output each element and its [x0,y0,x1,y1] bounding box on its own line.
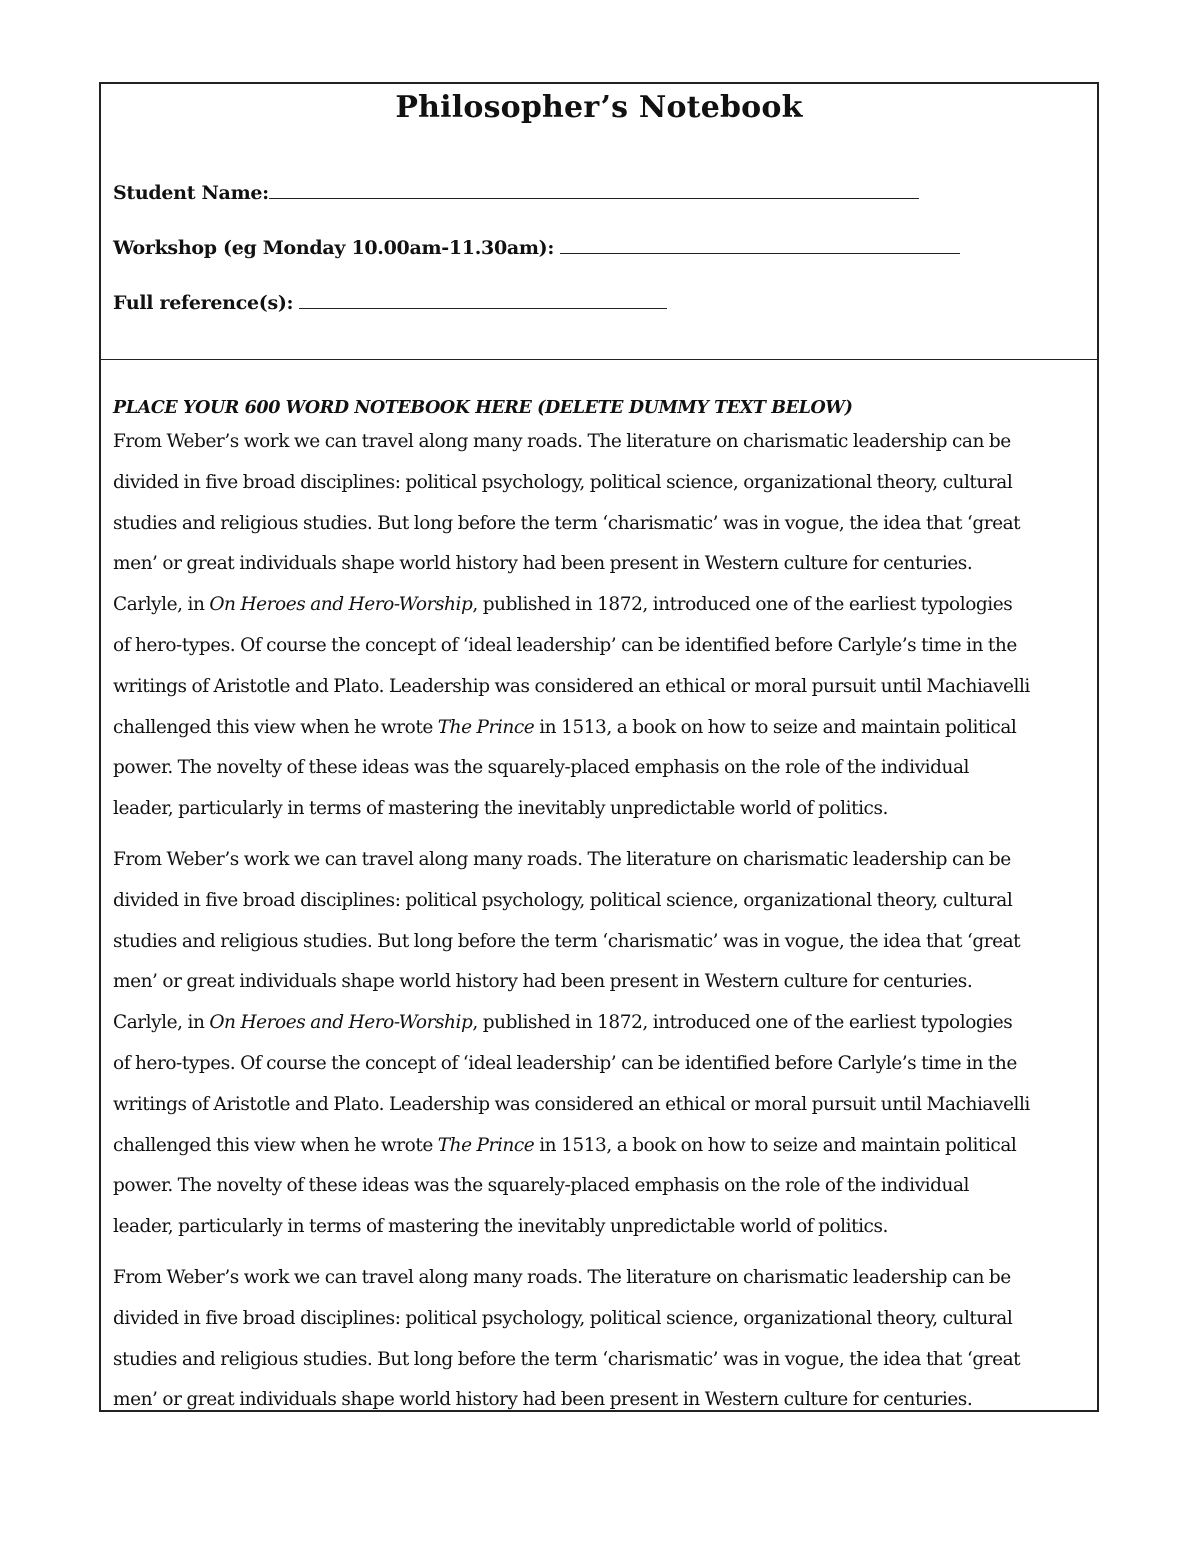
references-underline[interactable] [299,290,667,309]
references-label: Full reference(s): [113,292,294,314]
paragraph-1 [113,422,1085,830]
workshop-underline[interactable] [560,235,960,254]
text-line [113,708,1085,749]
text-line: men’ or great individuals shape world history had been present in Western culture for centuries. [113,553,973,575]
book-title: The Prince [437,1134,535,1156]
text-line: writings of Aristotle and Plato. Leadership was considered an ethical or moral pursuit until Machiavelli [113,1093,1030,1115]
text-fragment: Carlyle, in [113,1012,210,1034]
text-line: divided in five broad disciplines: political psychology, political science, organizational theory, cultural [113,471,1013,493]
text-fragment: challenged this view when he wrote [113,1134,438,1156]
book-title: On Heroes and Hero-Worship [209,1012,473,1034]
text-line: writings of Aristotle and Plato. Leadership was considered an ethical or moral pursuit until Machiavelli [113,675,1030,697]
text-line: power. The novelty of these ideas was the squarely-placed emphasis on the role of the individual [113,1175,969,1197]
text-fragment: Carlyle, in [113,594,210,616]
book-title: On Heroes and Hero-Worship [209,594,473,616]
text-line: divided in five broad disciplines: political psychology, political science, organizational theory, cultural [113,1307,1013,1329]
workshop-label: Workshop (eg Monday 10.00am-11.30am): [113,237,555,259]
text-line: of hero-types. Of course the concept of ‘ideal leadership’ can be identified before Carlyle’s time in the [113,634,1017,656]
text-line: leader, particularly in terms of mastering the inevitably unpredictable world of politics. [113,1216,888,1238]
text-line: From Weber’s work we can travel along many roads. The literature on charismatic leadership can be [113,848,1011,870]
text-line: From Weber’s work we can travel along many roads. The literature on charismatic leadership can be [113,1266,1011,1288]
notebook-frame [99,82,1099,1412]
references-field[interactable] [113,290,667,314]
header-section [101,84,1097,360]
text-line [113,585,1085,626]
text-fragment: in 1513, a book on how to seize and maintain political [534,1134,1017,1156]
text-fragment: , published in 1872, introduced one of the earliest typologies [472,594,1013,616]
workshop-field[interactable] [113,235,960,259]
text-fragment: in 1513, a book on how to seize and maintain political [534,716,1017,738]
student-name-field[interactable] [113,180,919,204]
student-name-underline[interactable] [269,180,919,199]
text-line [113,1126,1085,1167]
text-line [113,1003,1085,1044]
instruction-text: PLACE YOUR 600 WORD NOTEBOOK HERE (DELETE DUMMY TEXT BELOW) [113,398,853,418]
text-line: leader, particularly in terms of mastering the inevitably unpredictable world of politics. [113,798,888,820]
student-name-label: Student Name: [113,182,269,204]
paragraph-2 [113,840,1085,1248]
text-line: power. The novelty of these ideas was the squarely-placed emphasis on the role of the individual [113,757,969,779]
text-fragment: , published in 1872, introduced one of the earliest typologies [472,1012,1013,1034]
text-line: men’ or great individuals shape world history had been present in Western culture for centuries. [113,1389,973,1410]
text-line: of hero-types. Of course the concept of ‘ideal leadership’ can be identified before Carlyle’s time in the [113,1052,1017,1074]
text-line: From Weber’s work we can travel along many roads. The literature on charismatic leadership can be [113,431,1011,452]
notebook-body[interactable] [101,360,1097,1410]
text-fragment: challenged this view when he wrote [113,716,438,738]
text-line: studies and religious studies. But long before the term ‘charismatic’ was in vogue, the idea that ‘great [113,1348,1021,1370]
text-line: studies and religious studies. But long before the term ‘charismatic’ was in vogue, the idea that ‘great [113,512,1021,534]
text-line: studies and religious studies. But long before the term ‘charismatic’ was in vogue, the idea that ‘great [113,930,1021,952]
paragraph-3 [113,1258,1085,1410]
text-line: divided in five broad disciplines: political psychology, political science, organizational theory, cultural [113,889,1013,911]
page-title: Philosopher’s Notebook [395,90,803,125]
book-title: The Prince [437,716,535,738]
text-line: men’ or great individuals shape world history had been present in Western culture for centuries. [113,971,973,993]
